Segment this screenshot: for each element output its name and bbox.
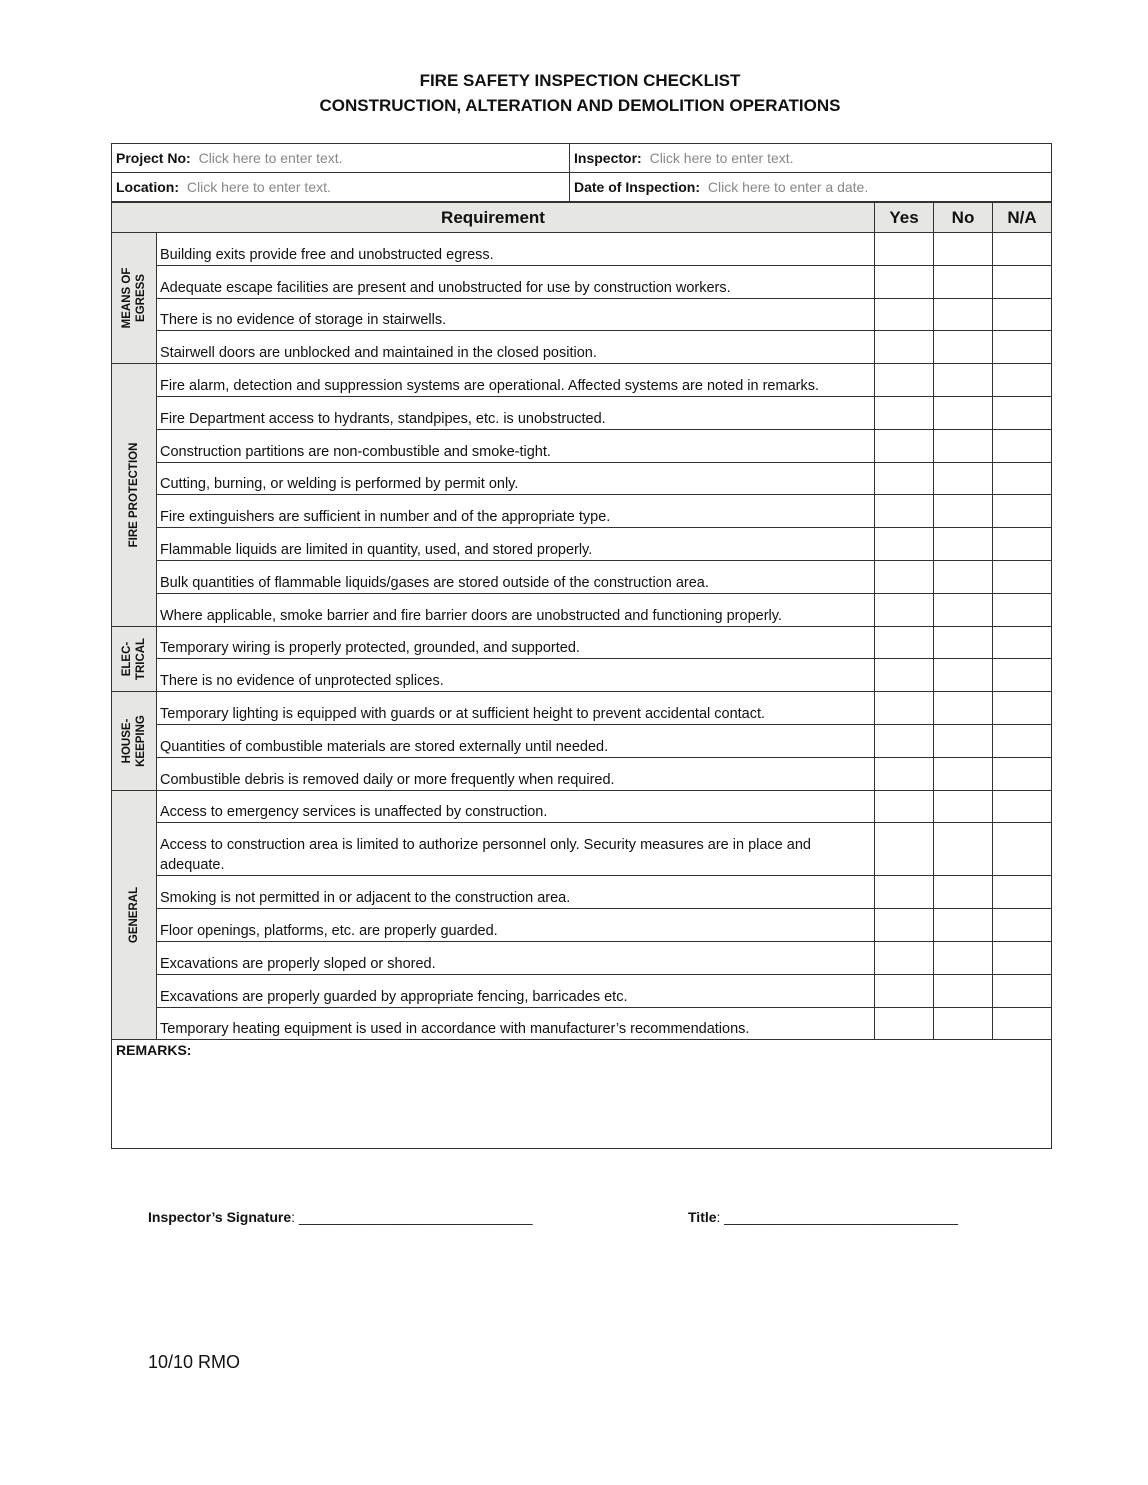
title-signature-line[interactable] — [688, 1209, 958, 1225]
requirement-text: Stairwell doors are unblocked and maintained in the closed position. — [157, 331, 875, 364]
no-checkbox[interactable] — [934, 941, 993, 974]
no-checkbox[interactable] — [934, 757, 993, 790]
project-no-label: Project No: — [116, 150, 191, 166]
inspector-signature-line[interactable] — [148, 1209, 533, 1225]
title-line-2: CONSTRUCTION, ALTERATION AND DEMOLITION OPERATIONS — [319, 96, 841, 115]
no-checkbox[interactable] — [934, 233, 993, 266]
no-checkbox[interactable] — [934, 823, 993, 876]
project-no-input[interactable]: Click here to enter text. — [198, 150, 343, 166]
no-checkbox[interactable] — [934, 909, 993, 942]
header-no: No — [934, 203, 993, 233]
na-checkbox[interactable] — [993, 724, 1052, 757]
header-na: N/A — [993, 203, 1052, 233]
project-info-table — [111, 143, 1052, 202]
yes-checkbox[interactable] — [875, 396, 934, 429]
yes-checkbox[interactable] — [875, 1007, 934, 1040]
section-housekeeping — [112, 692, 157, 790]
title-label: Title — [688, 1209, 717, 1225]
inspector-field[interactable] — [570, 144, 1052, 173]
remarks-field[interactable] — [112, 1040, 1052, 1149]
na-checkbox[interactable] — [993, 364, 1052, 397]
document-revision: 10/10 RMO — [148, 1352, 241, 1372]
requirement-text: Flammable liquids are limited in quantity, used, and stored properly. — [157, 528, 875, 561]
title-blank[interactable]: : ______________________________ — [716, 1209, 958, 1225]
na-checkbox[interactable] — [993, 528, 1052, 561]
section-label: ELEC- TRICAL — [121, 637, 147, 680]
na-checkbox[interactable] — [993, 757, 1052, 790]
no-checkbox[interactable] — [934, 364, 993, 397]
na-checkbox[interactable] — [993, 659, 1052, 692]
no-checkbox[interactable] — [934, 1007, 993, 1040]
requirement-text: Temporary heating equipment is used in accordance with manufacturer’s recommendations. — [157, 1007, 875, 1040]
no-checkbox[interactable] — [934, 692, 993, 725]
na-checkbox[interactable] — [993, 974, 1052, 1007]
section-label: FIRE PROTECTION — [128, 442, 140, 548]
yes-checkbox[interactable] — [875, 528, 934, 561]
title-line-1: FIRE SAFETY INSPECTION CHECKLIST — [419, 71, 741, 90]
yes-checkbox[interactable] — [875, 495, 934, 528]
no-checkbox[interactable] — [934, 298, 993, 331]
yes-checkbox[interactable] — [875, 265, 934, 298]
no-checkbox[interactable] — [934, 265, 993, 298]
requirement-text: Temporary lighting is equipped with guards or at sufficient height to prevent accidental contact. — [157, 692, 875, 725]
na-checkbox[interactable] — [993, 626, 1052, 659]
yes-checkbox[interactable] — [875, 757, 934, 790]
na-checkbox[interactable] — [993, 823, 1052, 876]
yes-checkbox[interactable] — [875, 823, 934, 876]
no-checkbox[interactable] — [934, 876, 993, 909]
no-checkbox[interactable] — [934, 724, 993, 757]
no-checkbox[interactable] — [934, 528, 993, 561]
na-checkbox[interactable] — [993, 560, 1052, 593]
requirement-text: Temporary wiring is properly protected, grounded, and supported. — [157, 626, 875, 659]
section-label: MEANS OF EGRESS — [121, 267, 147, 329]
requirement-text: Floor openings, platforms, etc. are properly guarded. — [157, 909, 875, 942]
yes-checkbox[interactable] — [875, 462, 934, 495]
yes-checkbox[interactable] — [875, 876, 934, 909]
yes-checkbox[interactable] — [875, 909, 934, 942]
yes-checkbox[interactable] — [875, 298, 934, 331]
section-electrical — [112, 626, 157, 692]
date-field[interactable] — [570, 173, 1052, 202]
na-checkbox[interactable] — [993, 462, 1052, 495]
yes-checkbox[interactable] — [875, 941, 934, 974]
requirement-text: Bulk quantities of flammable liquids/gases are stored outside of the construction area. — [157, 560, 875, 593]
na-checkbox[interactable] — [993, 941, 1052, 974]
no-checkbox[interactable] — [934, 560, 993, 593]
project-no-field[interactable] — [112, 144, 570, 173]
requirement-text: Excavations are properly sloped or shored. — [157, 941, 875, 974]
na-checkbox[interactable] — [993, 233, 1052, 266]
section-general — [112, 790, 157, 1040]
requirement-text: Construction partitions are non-combustible and smoke-tight. — [157, 429, 875, 462]
requirement-text: Access to construction area is limited to authorize personnel only. Security measures are in place and adequate. — [157, 823, 875, 876]
inspector-input[interactable]: Click here to enter text. — [649, 150, 794, 166]
section-label: HOUSE- KEEPING — [121, 714, 147, 767]
requirement-text: Adequate escape facilities are present and unobstructed for use by construction workers. — [157, 265, 875, 298]
requirement-text: Quantities of combustible materials are stored externally until needed. — [157, 724, 875, 757]
na-checkbox[interactable] — [993, 876, 1052, 909]
requirement-text: Where applicable, smoke barrier and fire barrier doors are unobstructed and functioning properly. — [157, 593, 875, 626]
yes-checkbox[interactable] — [875, 974, 934, 1007]
yes-checkbox[interactable] — [875, 790, 934, 823]
location-input[interactable]: Click here to enter text. — [186, 179, 331, 195]
requirement-text: There is no evidence of storage in stairwells. — [157, 298, 875, 331]
yes-checkbox[interactable] — [875, 724, 934, 757]
no-checkbox[interactable] — [934, 396, 993, 429]
na-checkbox[interactable] — [993, 790, 1052, 823]
yes-checkbox[interactable] — [875, 626, 934, 659]
requirement-text: Access to emergency services is unaffected by construction. — [157, 790, 875, 823]
na-checkbox[interactable] — [993, 593, 1052, 626]
na-checkbox[interactable] — [993, 396, 1052, 429]
inspector-signature-blank[interactable]: : ______________________________ — [291, 1209, 533, 1225]
na-checkbox[interactable] — [993, 1007, 1052, 1040]
yes-checkbox[interactable] — [875, 429, 934, 462]
na-checkbox[interactable] — [993, 298, 1052, 331]
no-checkbox[interactable] — [934, 429, 993, 462]
requirement-text: There is no evidence of unprotected splices. — [157, 659, 875, 692]
yes-checkbox[interactable] — [875, 593, 934, 626]
section-fire-protection — [112, 364, 157, 626]
document-title — [0, 68, 1148, 118]
inspection-checklist-table — [111, 202, 1052, 1149]
yes-checkbox[interactable] — [875, 331, 934, 364]
no-checkbox[interactable] — [934, 626, 993, 659]
requirement-text: Combustible debris is removed daily or more frequently when required. — [157, 757, 875, 790]
yes-checkbox[interactable] — [875, 560, 934, 593]
no-checkbox[interactable] — [934, 462, 993, 495]
section-label: GENERAL — [128, 886, 140, 944]
na-checkbox[interactable] — [993, 331, 1052, 364]
no-checkbox[interactable] — [934, 331, 993, 364]
yes-checkbox[interactable] — [875, 692, 934, 725]
requirement-text: Cutting, burning, or welding is performed by permit only. — [157, 462, 875, 495]
inspector-label: Inspector: — [574, 150, 642, 166]
no-checkbox[interactable] — [934, 659, 993, 692]
no-checkbox[interactable] — [934, 495, 993, 528]
location-field[interactable] — [112, 173, 570, 202]
yes-checkbox[interactable] — [875, 659, 934, 692]
requirement-text: Fire alarm, detection and suppression systems are operational. Affected systems are noted in remarks. — [157, 364, 875, 397]
requirement-text: Fire extinguishers are sufficient in number and of the appropriate type. — [157, 495, 875, 528]
yes-checkbox[interactable] — [875, 233, 934, 266]
date-label: Date of Inspection: — [574, 179, 701, 195]
no-checkbox[interactable] — [934, 974, 993, 1007]
no-checkbox[interactable] — [934, 593, 993, 626]
requirement-text: Excavations are properly guarded by appropriate fencing, barricades etc. — [157, 974, 875, 1007]
na-checkbox[interactable] — [993, 495, 1052, 528]
inspector-signature-label: Inspector’s Signature — [148, 1209, 292, 1225]
section-means-of-egress — [112, 233, 157, 364]
na-checkbox[interactable] — [993, 909, 1052, 942]
requirement-text: Fire Department access to hydrants, standpipes, etc. is unobstructed. — [157, 396, 875, 429]
header-requirement: Requirement — [112, 203, 875, 233]
no-checkbox[interactable] — [934, 790, 993, 823]
na-checkbox[interactable] — [993, 692, 1052, 725]
requirement-text: Smoking is not permitted in or adjacent to the construction area. — [157, 876, 875, 909]
na-checkbox[interactable] — [993, 265, 1052, 298]
location-label: Location: — [116, 179, 179, 195]
date-input[interactable]: Click here to enter a date. — [707, 179, 869, 195]
na-checkbox[interactable] — [993, 429, 1052, 462]
yes-checkbox[interactable] — [875, 364, 934, 397]
header-yes: Yes — [875, 203, 934, 233]
requirement-text: Building exits provide free and unobstructed egress. — [157, 233, 875, 266]
remarks-label: REMARKS: — [116, 1042, 192, 1059]
